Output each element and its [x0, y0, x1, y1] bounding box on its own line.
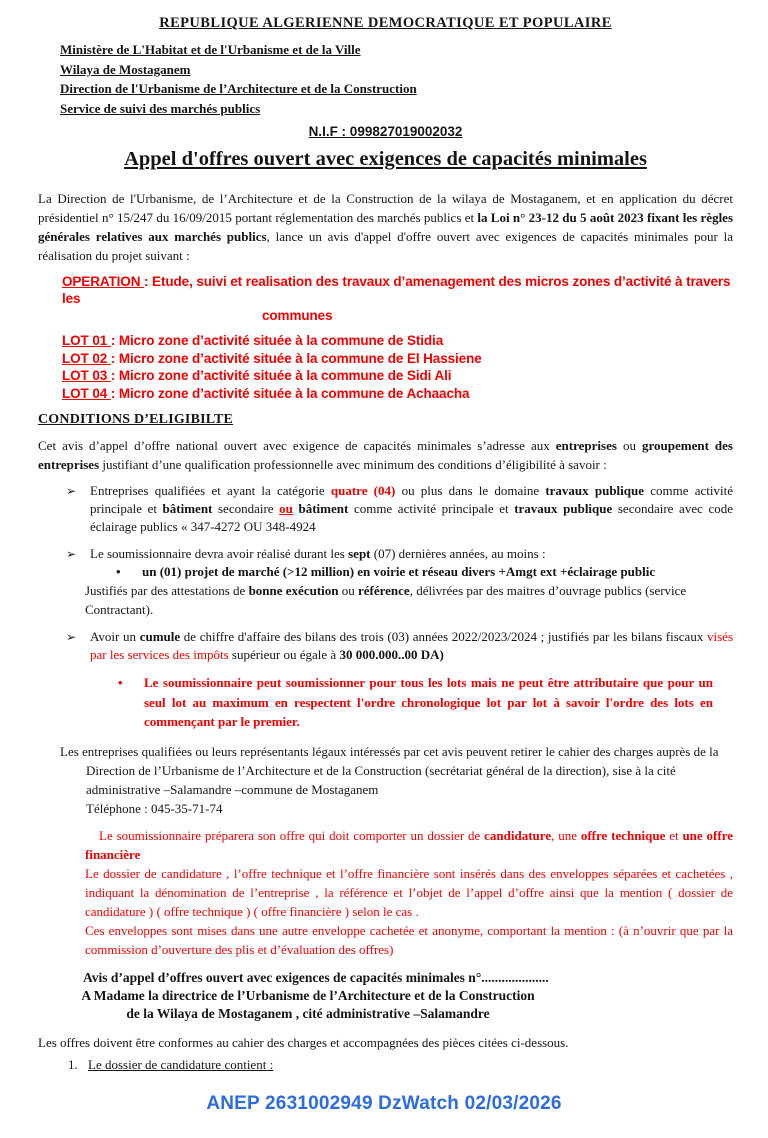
list-item-number: 1.	[68, 1056, 78, 1072]
single-lot-warning-item	[118, 673, 713, 732]
arrow-bullet-icon: ➢	[66, 484, 77, 498]
envelope-paragraph: Le dossier de candidature , l’offre technique et l’offre financière sont insérés dans des enveloppes séparées et cachetées , indiquant la dénomination de l’entreprise , la référence et l’objet de l’appel d’offre ainsi que la mention ( dossier de candidature ) ( offre technique ) ( offre financière ) selon le cas .	[85, 865, 733, 919]
lot-item-1: LOT 01 : Micro zone d’activité située à la commune de Stidia	[62, 333, 444, 348]
republic-heading: REPUBLIQUE ALGERIENNE DEMOCRATIQUE ET POPULAIRE	[159, 15, 612, 31]
list-item-text: Le dossier de candidature contient :	[88, 1056, 274, 1072]
lot-list	[62, 332, 733, 402]
issuer-block	[38, 40, 733, 118]
address-line-2: de la Wilaya de Mostaganem , cité administrative –Salamandre	[126, 1005, 490, 1021]
phone-line: Téléphone : 045-35-71-74	[86, 800, 223, 816]
intro-paragraph: La Direction de l'Urbanisme, de l’Architecture et de la Construction de la wilaya de Mostaganem, et en application du décret présidentiel n° 15/247 du 16/09/2015 portant réglementation des marchés publics et la Loi n° 23-12 du 5 août 2023 fixant les règles générales relatives aux marchés publics, lance un avis d'appel d'offre ouvert avec exigences de capacités minimales pour la réalisation du projet suivant :	[38, 191, 734, 263]
ministry-line: Ministère de L'Habitat et de l'Urbanisme et de la Ville	[60, 42, 361, 57]
wilaya-line: Wilaya de Mostaganem	[60, 61, 191, 77]
nif-line: N.I.F : 099827019002032	[308, 124, 463, 139]
lot-item-2: LOT 02 : Micro zone d’activité située à la commune de El Hassiene	[62, 350, 482, 366]
anep-footer: ANEP 2631002949 DzWatch 02/03/2026	[206, 1093, 562, 1114]
dot-bullet-icon: •	[118, 675, 123, 690]
eligibility-paragraph: Cet avis d’appel d’offre national ouvert avec exigence de capacités minimales s’adresse aux entreprises ou groupement des entreprises justifiant d’une qualification professionnelle avec minimum des conditions d’éligibilité à savoir :	[38, 438, 733, 472]
notice-reference-line: Avis d’appel d’offres ouvert avec exigences de capacités minimales n°....................	[83, 969, 549, 985]
candidature-list-item	[68, 1055, 733, 1074]
dot-bullet-icon: •	[116, 564, 121, 579]
project-sub-item	[116, 563, 733, 581]
submission-address-block	[38, 969, 733, 1023]
conditions-heading: CONDITIONS D’ELIGIBILTE	[38, 412, 234, 427]
direction-line: Direction de l'Urbanisme de l’Architecture et de la Construction	[60, 81, 417, 96]
operation-text: OPERATION : Etude, suivi et realisation des travaux d’amenagement des micros zones d’activité à travers les	[62, 274, 731, 306]
arrow-bullet-icon: ➢	[66, 547, 77, 561]
operation-line	[62, 273, 733, 324]
requirement-category-item	[66, 482, 733, 536]
justification-note: Justifiés par des attestations de bonne exécution ou référence, délivrées par des maitres d’ouvrage publics (service Contractant).	[85, 583, 687, 617]
address-line-1: A Madame la directrice de l’Urbanisme de l’Architecture et de la Construction	[81, 987, 535, 1003]
requirement-experience-item	[66, 545, 733, 563]
project-sub-text: un (01) projet de marché (>12 million) en voirie et réseau divers +Amgt ext +éclairage public	[142, 564, 656, 579]
offer-instructions-block	[85, 826, 733, 959]
service-line: Service de suivi des marchés publics	[60, 100, 261, 116]
requirement-turnover-item	[66, 628, 733, 664]
arrow-bullet-icon: ➢	[66, 630, 77, 644]
single-lot-warning-text: Le soumissionnaire peut soumissionner pour tous les lots mais ne peut être attributaire que pour un seul lot au maximum en respectent l'ordre chronologique lot par lot à savoir l'ordre des lots en commençant par le premier.	[144, 675, 713, 729]
lot-item-4: LOT 04 : Micro zone d’activité située à la commune de Achaacha	[62, 385, 470, 401]
requirement-turnover-text: Avoir un cumule de chiffre d'affaire des bilans des trois (03) années 2022/2023/2024 ; justifiés par les bilans fiscaux visés par les services des impôts supérieur ou égale à 30 000.000..00 DA)	[90, 629, 733, 662]
lot-item-3: LOT 03 : Micro zone d’activité située à la commune de Sidi Ali	[62, 368, 452, 383]
outer-envelope-paragraph: Ces enveloppes sont mises dans une autre enveloppe cachetée et anonyme, comportant la mention : (à n’ouvrir que par la commission d’ouverture des plis et d’évaluation des offres)	[85, 922, 733, 957]
withdrawal-paragraph: Les entreprises qualifiées ou leurs représentants légaux intéressés par cet avis peuvent retirer le cahier des charges auprès de la Direction de l’Urbanisme de l’Architecture et de la Construction (secrétariat général de la direction), sise à la cité administrative –Salamandre –commune de Mostaganem	[60, 743, 719, 797]
offer-preparation-paragraph: Le soumissionnaire préparera son offre qui doit comporter un dossier de candidature, une offre technique et une offre financière	[85, 827, 734, 862]
document-title: Appel d'offres ouvert avec exigences de capacités minimales	[124, 148, 647, 170]
operation-continuation: communes	[262, 308, 333, 323]
requirement-category-text: Entreprises qualifiées et ayant la catégorie quatre (04) ou plus dans le domaine travaux publique comme activité principale et bâtiment secondaire ou bâtiment comme activité principale et travaux publique secondaire avec code éclairage publics « 347-4272 OU 348-4924	[90, 483, 733, 534]
conformity-paragraph: Les offres doivent être conformes au cahier des charges et accompagnées des pièces citées ci-dessous.	[38, 1034, 569, 1050]
requirement-experience-text: Le soumissionnaire devra avoir réalisé durant les sept (07) dernières années, au moins :	[90, 546, 546, 561]
